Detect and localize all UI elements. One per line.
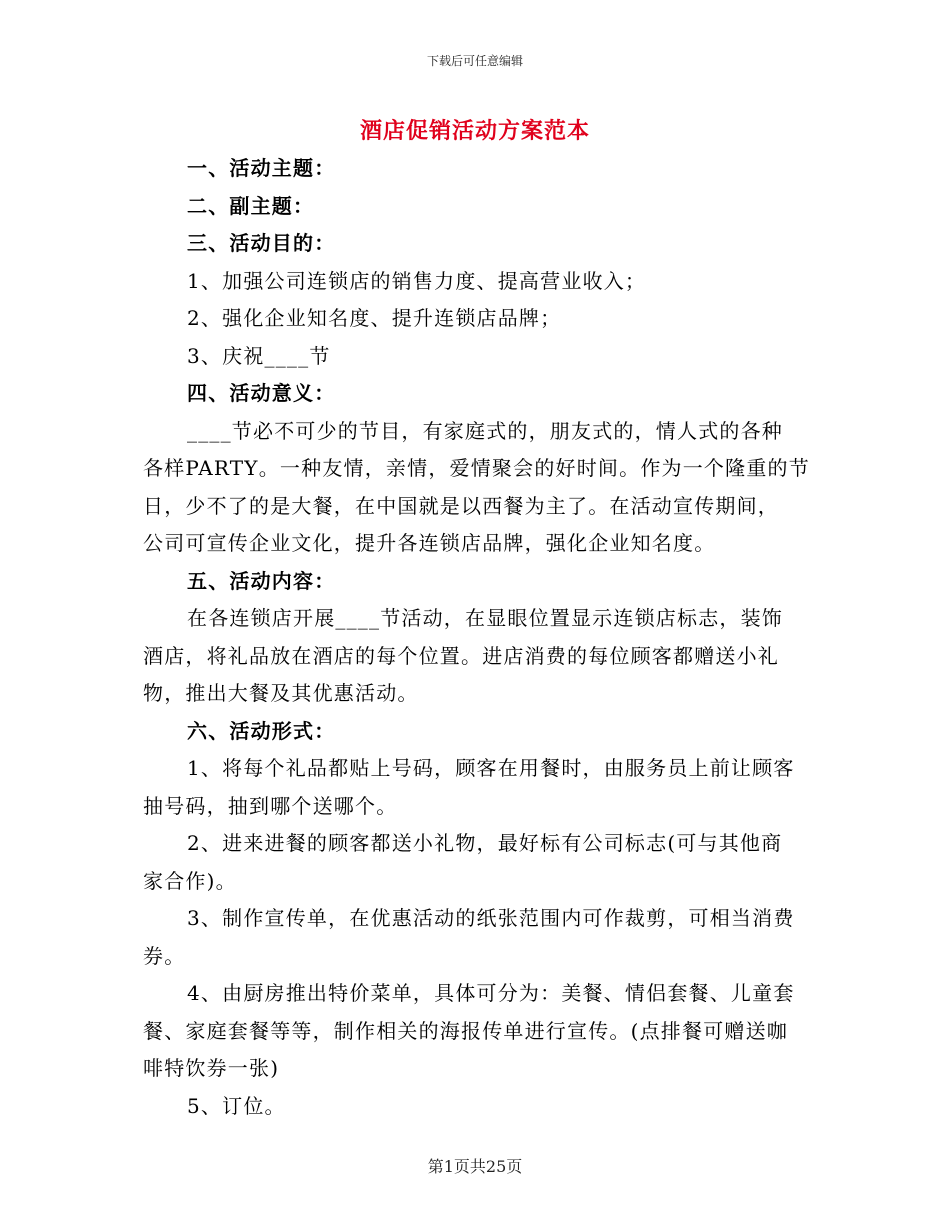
body-line: 4、由厨房推出特价菜单，具体可分为：美餐、情侣套餐、儿童套 [187, 981, 795, 1005]
page-header: 下载后可任意编辑 [426, 54, 523, 68]
body-line: 餐、家庭套餐等等，制作相关的海报传单进行宣传。(点排餐可赠送咖 [143, 1018, 789, 1043]
section-heading: 六、活动形式： [187, 718, 336, 743]
page-footer: 第1页共25页 [427, 1157, 523, 1176]
body-line: 券。 [143, 943, 186, 968]
section-heading: 二、副主题： [187, 193, 315, 218]
body-line: 在各连锁店开展____节活动，在显眼位置显示连锁店标志，装饰 [187, 606, 783, 630]
body-line: 抽号码，抽到哪个送哪个。 [143, 793, 398, 818]
body-line: 5、订位。 [187, 1093, 286, 1118]
body-line: 1、加强公司连锁店的销售力度、提高营业收入； [187, 268, 647, 293]
section-heading: 一、活动主题： [187, 156, 336, 180]
body-line: 3、庆祝____节 [187, 343, 331, 368]
body-line: 家合作)。 [143, 868, 237, 893]
body-line: 各样PARTY。一种友情，亲情，爱情聚会的好时间。作为一个隆重的节 [143, 456, 810, 480]
body-line: 2、进来进餐的顾客都送小礼物，最好标有公司标志(可与其他商 [187, 831, 783, 855]
section-heading: 四、活动意义： [187, 381, 336, 405]
body-line: 日，少不了的是大餐，在中国就是以西餐为主了。在活动宣传期间， [143, 493, 779, 518]
body-line: 啡特饮券一张) [143, 1056, 280, 1080]
document-title: 酒店促销活动方案范本 [359, 118, 590, 144]
body-line: 物，推出大餐及其优惠活动。 [143, 681, 419, 705]
document-body [143, 150, 810, 1125]
section-heading: 五、活动内容： [187, 568, 336, 593]
body-line: 公司可宣传企业文化，提升各连锁店品牌，强化企业知名度。 [143, 531, 716, 555]
body-line: 2、强化企业知名度、提升连锁店品牌； [187, 306, 562, 330]
body-line: ____节必不可少的节目，有家庭式的，朋友式的，情人式的各种 [187, 418, 783, 443]
section-heading: 三、活动目的： [187, 231, 336, 255]
body-line: 酒店，将礼品放在酒店的每个位置。进店消费的每位顾客都赠送小礼 [143, 643, 779, 668]
body-line: 1、将每个礼品都贴上号码，顾客在用餐时，由服务员上前让顾客 [187, 756, 795, 780]
body-line: 3、制作宣传单，在优惠活动的纸张范围内可作裁剪，可相当消费 [187, 906, 795, 930]
